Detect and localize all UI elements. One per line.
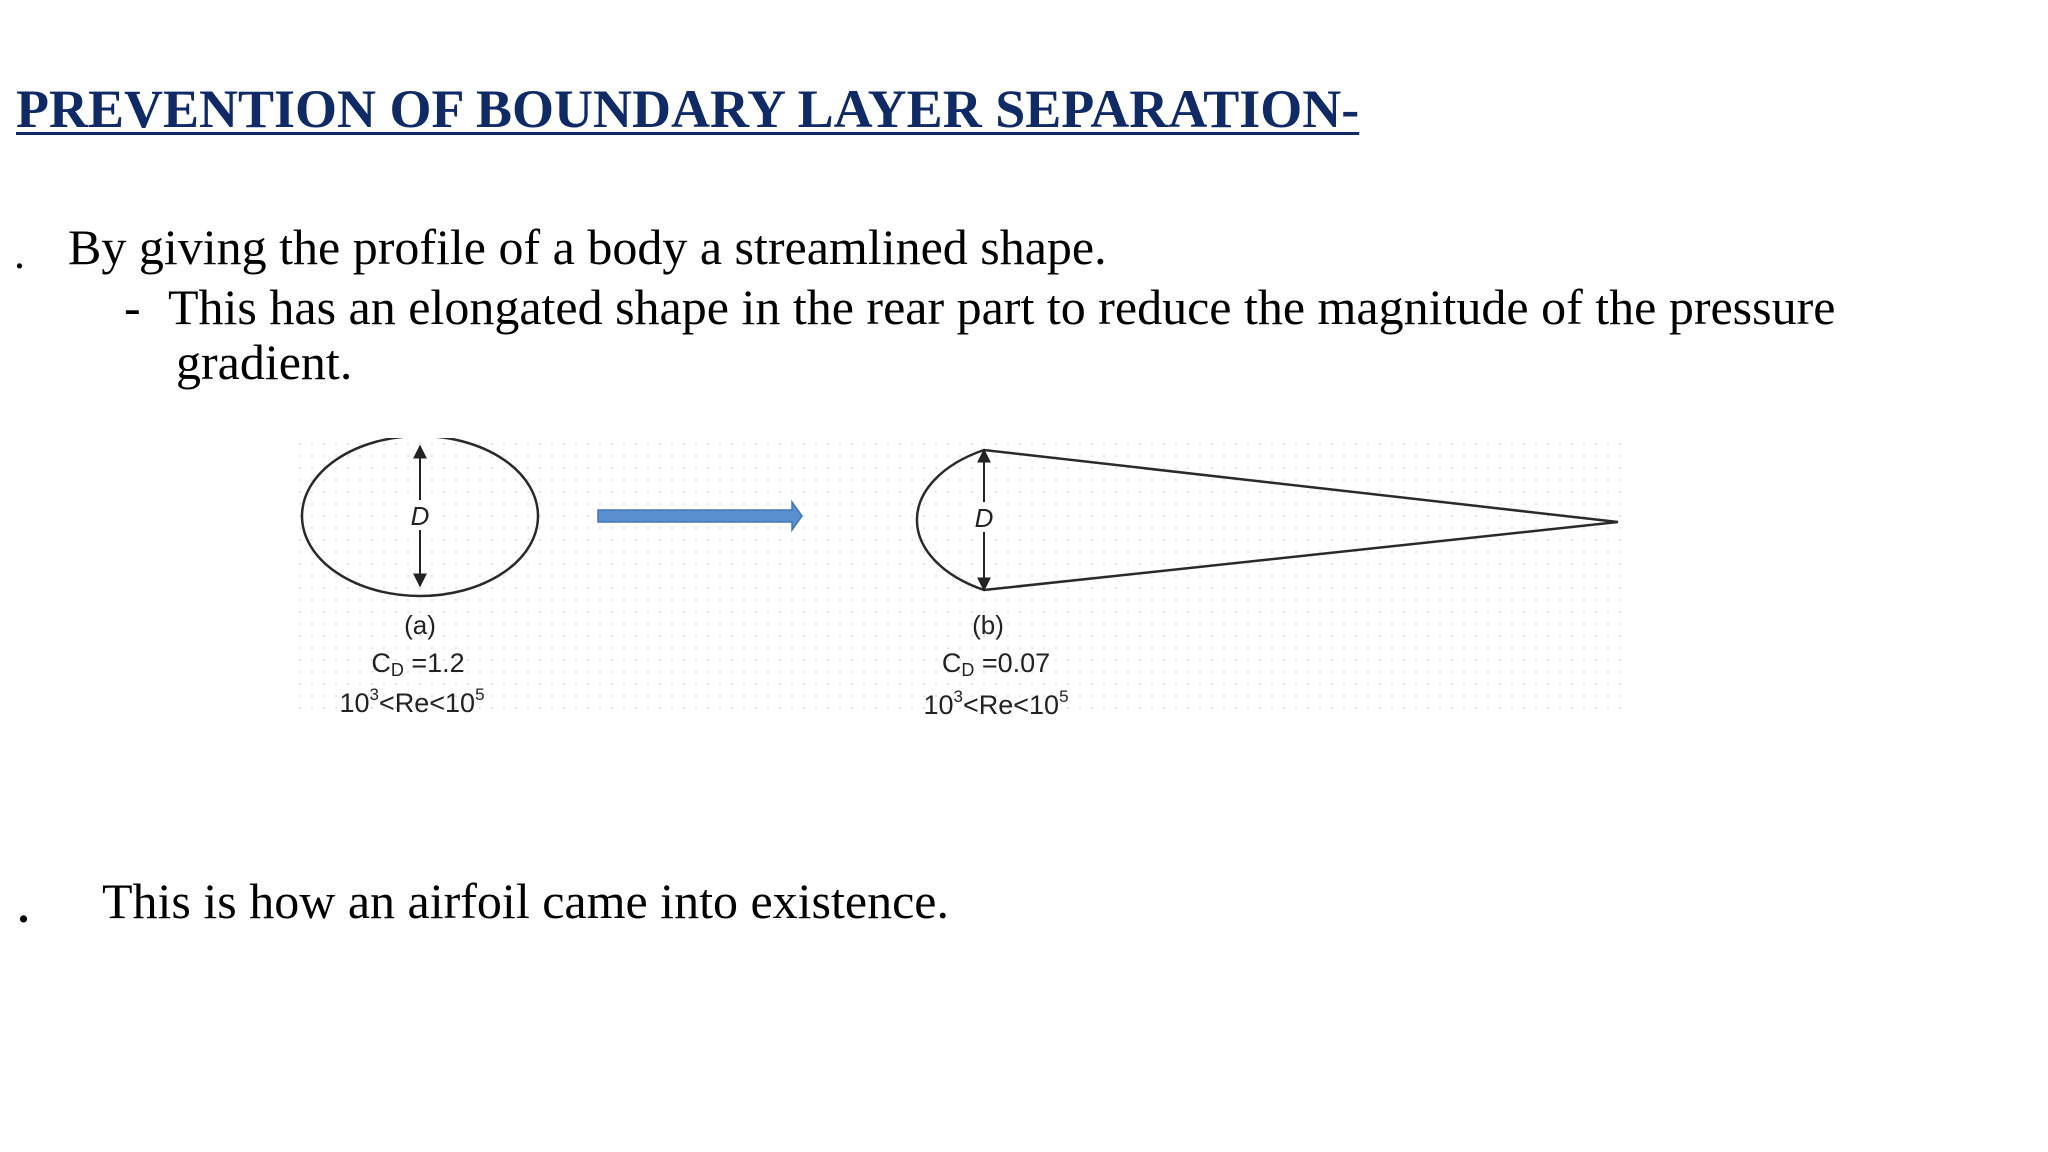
slide-title: PREVENTION OF BOUNDARY LAYER SEPARATION- — [16, 79, 1360, 139]
re-mid-b: <Re<10 — [962, 690, 1060, 720]
re-base-b: 10 — [923, 690, 954, 720]
cd-value-a: =1.2 — [403, 648, 465, 678]
streamlining-figure — [294, 438, 1630, 758]
sub-bullet-text-line-1: This has an elongated shape in the rear part to reduce the magnitude of the pressure — [168, 279, 1836, 335]
cd-base-a: C — [371, 648, 391, 678]
diameter-label-b: D — [974, 503, 994, 533]
bullet-marker-1: . — [14, 229, 25, 278]
reynolds-range-b — [923, 687, 1068, 720]
re-exp-b-a: 5 — [475, 685, 485, 704]
diameter-label-a: D — [410, 501, 430, 531]
cd-base-b: C — [941, 648, 962, 678]
reynolds-range-a — [339, 685, 484, 718]
re-exp-b: 3 — [953, 687, 963, 706]
caption-b: (b) — [972, 610, 1004, 640]
caption-a: (a) — [404, 610, 436, 640]
bullet-marker-2: . — [18, 883, 29, 932]
sub-bullet-marker: - — [124, 279, 141, 335]
figure-drawing — [294, 438, 1630, 758]
bullet-text-2: This is how an airfoil came into existence. — [102, 873, 949, 929]
sub-bullet-text-line-2: gradient. — [176, 334, 353, 390]
drag-coefficient-b — [942, 648, 1050, 680]
cd-sub-b: D — [961, 660, 975, 680]
re-exp-a: 3 — [369, 685, 379, 704]
cd-value-b: =0.07 — [974, 648, 1051, 678]
bullet-text-1: By giving the profile of a body a streamlined shape. — [68, 219, 1107, 275]
re-base-a: 10 — [339, 688, 370, 718]
re-exp-b-b: 5 — [1059, 687, 1069, 706]
cd-sub-a: D — [390, 660, 404, 680]
re-mid-a: <Re<10 — [378, 688, 476, 718]
figure-bottom-mask — [604, 718, 1414, 748]
drag-coefficient-a — [371, 648, 464, 680]
